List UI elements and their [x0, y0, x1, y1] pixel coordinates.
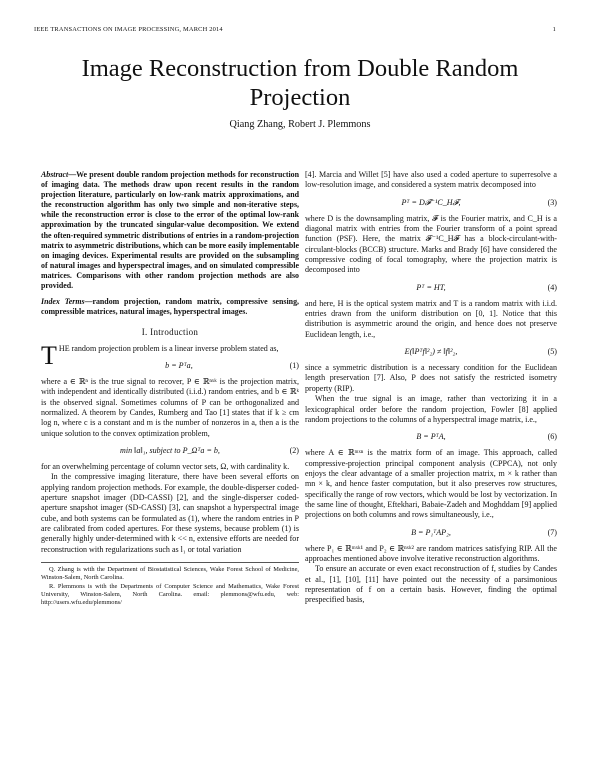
equation-5: E(‖Pᵀf‖²₂) ≠ ‖f‖²₂, (5): [404, 347, 557, 357]
paragraph: where A ∈ ℝᵐˣⁿ is the matrix form of an image. This approach, called compressive-projection principal component analysis (CPPCA), not only enjoys the clear advantage of a smaller projection matrix, m × k rather than mn × k, and hence faster computation, but it also preserves row structures, specifically the range of row vectors, which would be lost by vectorization. In the same line of thought, Eftekhari, Babaie-Zadeh and Moghddam [9] applied projections on both columns and rows simultaneously, i.e.,: [305, 448, 557, 520]
abstract-label: Abstract: [41, 170, 69, 179]
paragraph: for an overwhelming percentage of column vector sets, Ω, with cardinality k.: [41, 462, 290, 472]
equation-4: Pᵀ = HT, (4): [416, 282, 557, 292]
equation-number: (3): [547, 197, 557, 207]
paragraph: In the compressive imaging literature, there have been several efforts on applying random projection methods. For example, the double-disperser coded-aperture snapshot imager (DD-CASSI) [2], and the single-disperser coded-aperture snapshot imager (SD-CASSI) [3], can snapshot a hyperspectral image cube, and both systems can be formulated as (1), where the random entries in P are calibrated from coded apertures. For these systems, because problem (1) is generally highly under-determined with k << n, extensive efforts are needed for reconstruction with regularizations such as l₁ or total variation: [41, 472, 299, 554]
abstract-text: —We present double random projection methods for reconstruction of imaging data. The methods draw upon recent results in the random projection literature, particularly on low-rank matrix approximations, and the reconstruction algorithm has only two simple and non-iterative steps, while the reconstruction error is close to the error of the optimal low-rank approximation by the truncated singular-value decomposition. We extend the often-required symmetric distributions of entries in a random-projection matrix to asymmetric distributions, which can be more easily implementable on imaging devices. Experimental results are provided on the subsampling of natural images and hyperspectral images, and on simulated compressible matrices. Comparisons with other random projection methods are also provided.: [41, 170, 299, 291]
equation-1: b = Pᵀa, (1): [165, 361, 299, 370]
equation-number: (4): [547, 282, 557, 292]
left-column: [41, 170, 299, 607]
footnote: R. Plemmons is with the Departments of Computer Science and Mathematics, Wake Forest University, Winston-Salem, North Carolina. email: plemmons@wfu.edu, web: http://users.wfu.edu/plemmons/: [41, 582, 299, 606]
paragraph: where D is the downsampling matrix, 𝓕 is the Fourier matrix, and C_H is a diagonal matrix with entries from the Fourier transform of a point spread function (PSF). Here, the matrix 𝓕⁻¹C_H𝓕 has a block-circulant-with-circulant-blocks (BCCB) structure. Marks and Brady [6] have considered the compressive coding of focal tomography, where the projection matrix is decomposed into: [305, 213, 557, 275]
paragraph: THE random projection problem is a linear inverse problem stated as,: [41, 340, 279, 370]
right-column: [305, 170, 557, 606]
equation-2: min ‖a‖₁, subject to P_Ωᵀa = b, (2): [120, 446, 299, 456]
equation-number: (6): [547, 432, 557, 442]
running-header: [34, 26, 556, 33]
paragraph: and here, H is the optical system matrix and T is a random matrix with i.i.d. entries drawn from the uniform distribution on [0, 1]. Notice that this distribution is asymmetric around the origin, and hence does not preserve Euclidean length, i.e.,: [305, 298, 557, 339]
page-number: 1: [552, 26, 556, 33]
section-heading: I. Introduction: [141, 327, 199, 338]
journal-header: IEEE TRANSACTIONS ON IMAGE PROCESSING, MARCH 2014: [34, 26, 223, 33]
paragraph: where P₁ ∈ ℝᵐˣᵏ¹ and P₂ ∈ ℝⁿˣᵏ² are random matrices satisfying RIP. All the approaches mentioned above involve iterative reconstruction algorithms.: [305, 543, 557, 563]
equation-number: (1): [289, 361, 299, 370]
paragraph: [4]. Marcia and Willet [5] have also used a coded aperture to superresolve a low-resolution image, and considered a system matrix decomposed into: [305, 170, 557, 190]
paragraph: To ensure an accurate or even exact reconstruction of f, studies by Candes et al., [1], [10], [11] have pointed out the necessity of a parsimonious representation of f on a certain basis. However, finding the optimal prespecified basis,: [305, 564, 557, 605]
equation-6: B = PᵀA, (6): [416, 432, 557, 442]
paragraph: since a symmetric distribution is a necessary condition for the Euclidean length preservation [7]. Also, P does not satisfy the restricted isometry property (RIP).: [305, 363, 557, 393]
equation-number: (7): [547, 527, 557, 537]
paper-title: Image Reconstruction from Double Random Projection: [81, 55, 519, 111]
equation-7: B = P₁ᵀAP₂, (7): [411, 527, 557, 537]
equation-number: (2): [289, 446, 299, 456]
drop-cap: T: [41, 340, 57, 370]
index-terms-label: Index Terms: [41, 297, 85, 307]
index-terms-text: —random projection, random matrix, compressive sensing, compressible matrices, natural images, hyperspectral images.: [41, 297, 299, 317]
abstract: [41, 170, 299, 291]
index-terms: [41, 297, 299, 317]
footnote: Q. Zhang is with the Department of Biostatistical Sciences, Wake Forest School of Medicine, Winston-Salem, North Carolina.: [41, 566, 299, 582]
authors: Qiang Zhang, Robert J. Plemmons: [229, 119, 371, 130]
equation-number: (5): [547, 347, 557, 357]
paragraph: When the true signal is an image, rather than vectorizing it in a lexicographical order before the random projection, Fowler [8] applied random projections to the columns of a hyperspectral image matrix, i.e.,: [305, 394, 557, 424]
equation-3: Pᵀ = D𝓕⁻¹C_H𝓕, (3): [401, 197, 557, 207]
paragraph: where a ∈ ℝⁿ is the true signal to recover, P ∈ ℝⁿˣᵏ is the projection matrix, with independent and identically distributed (i.i.d.) random entries, and b ∈ ℝᵏ is the observed signal. Sometimes columns of P can be orthogonalized and normalized. A theorem by Candes, Rumberg and Tao [1] states that if k ≥ cm log n, where c is a constant and m is the number of nonzeros in a, then a is the unique solution to the convex optimization problem,: [41, 377, 299, 438]
footnotes: [41, 562, 299, 607]
